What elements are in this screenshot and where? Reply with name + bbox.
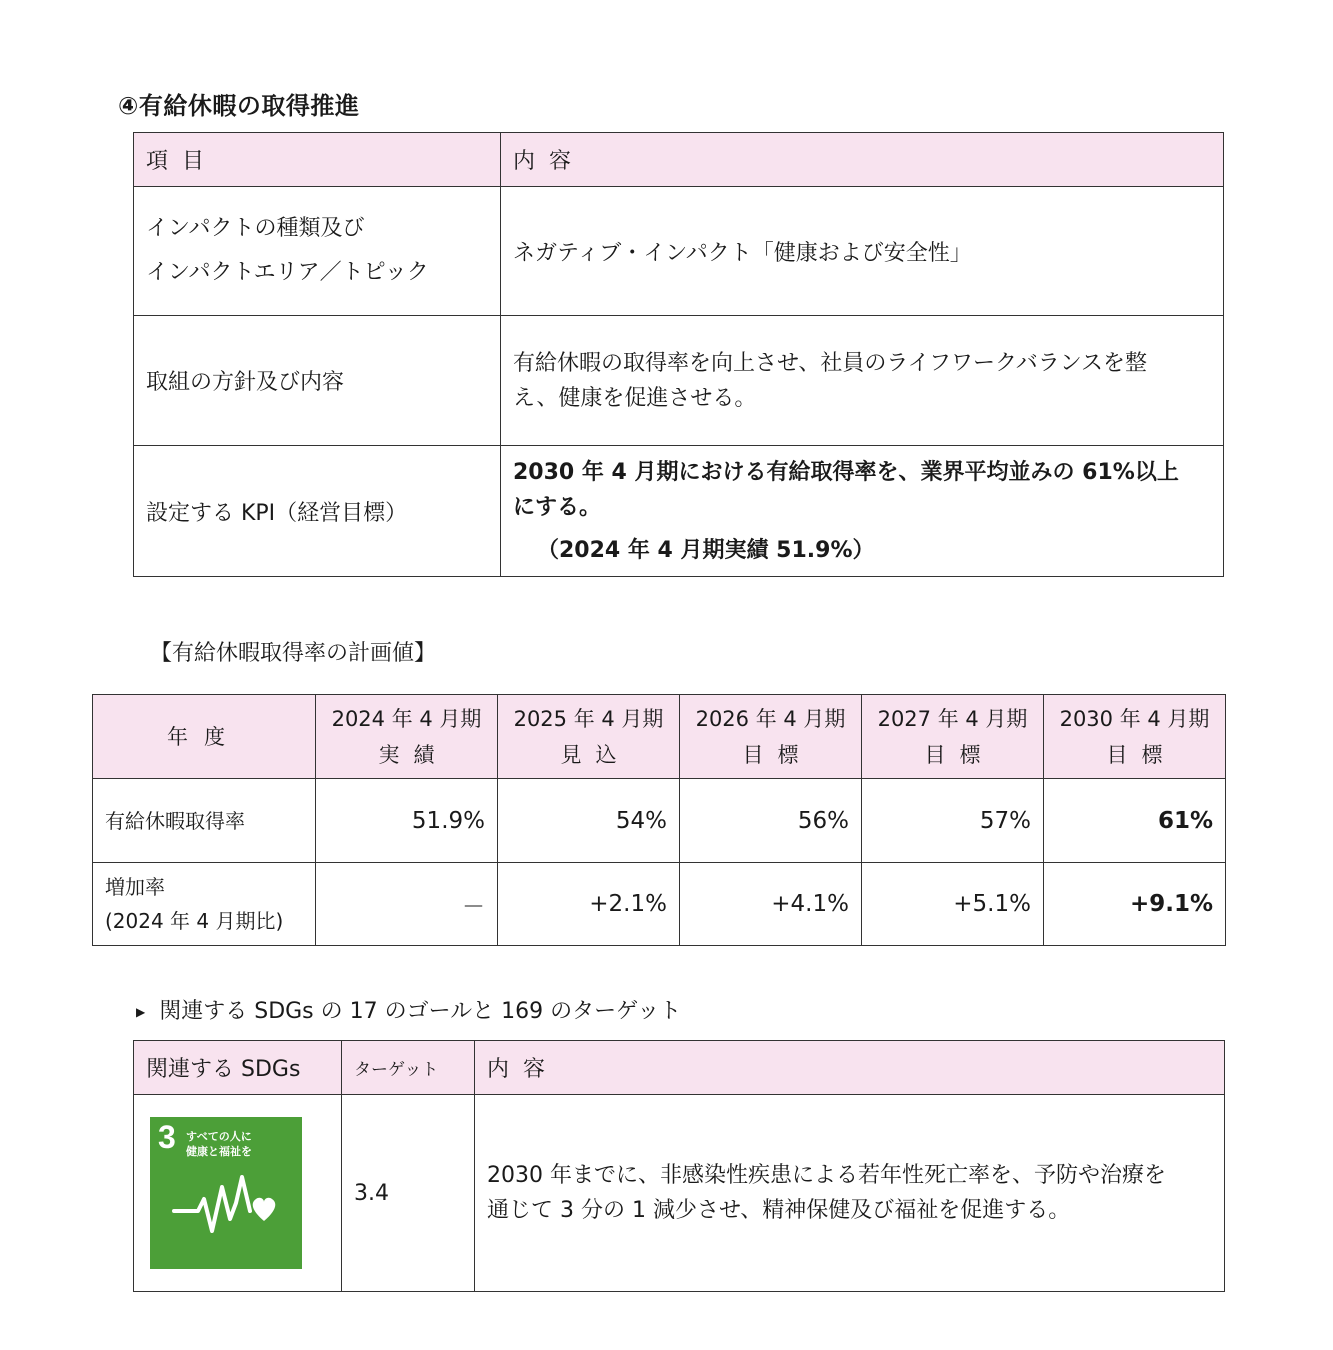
period-type: 目標: [924, 742, 995, 767]
header-fiscal-year: 年度: [93, 695, 316, 779]
cell-value-target: 61%: [1044, 779, 1226, 863]
period-label: 2030 年 4 月期: [1059, 706, 1210, 731]
header-period: [498, 695, 680, 779]
table-row: [93, 863, 1226, 946]
impact-table: [133, 132, 1224, 577]
sdgs-table: [133, 1040, 1225, 1292]
period-label: 2025 年 4 月期: [513, 706, 664, 731]
sdg-description: [475, 1095, 1225, 1292]
policy-value-line1: 有給休暇の取得率を向上させ、社員のライフワークバランスを整: [513, 350, 1148, 376]
section-title: ④有給休暇の取得推進: [118, 92, 360, 120]
kpi-label: 設定する KPI（経営目標）: [134, 446, 501, 577]
sdg-goal-text: [186, 1129, 296, 1159]
cell-value: 51.9%: [316, 779, 498, 863]
period-type: 目標: [742, 742, 813, 767]
sdg-logo-cell: [134, 1095, 342, 1292]
triangle-bullet-icon: ▶: [136, 1005, 146, 1019]
sdg-description-line2: 通じて 3 分の 1 減少させ、精神保健及び福祉を促進する。: [487, 1198, 1071, 1223]
cell-value: －: [316, 863, 498, 946]
cell-value: +2.1%: [498, 863, 680, 946]
sdg-goal-text-line2: 健康と福祉を: [186, 1145, 252, 1158]
period-label: 2027 年 4 月期: [877, 706, 1028, 731]
header-period: [1044, 695, 1226, 779]
sdgs-caption: [136, 994, 681, 1025]
row-label: 有給休暇取得率: [93, 779, 316, 863]
header-item: 項目: [134, 133, 501, 187]
sdgs-caption-text: 関連する SDGs の 17 のゴールと 169 のターゲット: [159, 999, 682, 1024]
kpi-value-line2: にする。: [513, 494, 602, 520]
policy-value-line2: え、健康を促進させる。: [513, 385, 757, 411]
header-related-sdgs: 関連する SDGs: [134, 1041, 342, 1095]
cell-value: 56%: [680, 779, 862, 863]
impact-label-line2: インパクトエリア／トピック: [146, 260, 429, 285]
period-type: 見込: [560, 742, 631, 767]
header-content: 内容: [501, 133, 1224, 187]
row-label-line1: 増加率: [105, 875, 165, 899]
kpi-value-line1: 2030 年 4 月期における有給取得率を、業界平均並みの 61%以上: [513, 459, 1179, 485]
impact-value: ネガティブ・インパクト「健康および安全性」: [501, 187, 1224, 316]
sdg-goal-3-logo: [150, 1117, 302, 1269]
plan-caption: 【有給休暇取得率の計画値】: [150, 641, 437, 666]
period-type: 目標: [1106, 742, 1177, 767]
impact-label-line1: インパクトの種類及び: [146, 216, 365, 241]
sdg-description-line1: 2030 年までに、非感染性疾患による若年性死亡率を、予防や治療を: [487, 1163, 1166, 1188]
row-label: [93, 863, 316, 946]
impact-label: [134, 187, 501, 316]
cell-value: +4.1%: [680, 863, 862, 946]
target-value: 3.4: [342, 1095, 475, 1292]
kpi-value: [501, 446, 1224, 577]
table-row: [134, 1095, 1225, 1292]
table-row: [134, 446, 1224, 577]
table-row: [134, 316, 1224, 446]
header-period: [680, 695, 862, 779]
policy-value: [501, 316, 1224, 446]
cell-value: 54%: [498, 779, 680, 863]
row-label-line2: (2024 年 4 月期比): [105, 909, 284, 933]
period-label: 2026 年 4 月期: [695, 706, 846, 731]
cell-value-target: +9.1%: [1044, 863, 1226, 946]
cell-value: 57%: [862, 779, 1044, 863]
period-type: 実績: [378, 742, 449, 767]
sdg-goal-text-line1: すべての人に: [186, 1130, 252, 1143]
table-row: [93, 779, 1226, 863]
kpi-actual: （2024 年 4 月期実績 51.9%）: [537, 537, 875, 563]
sdg-goal-number: 3: [158, 1119, 176, 1155]
cell-value: +5.1%: [862, 863, 1044, 946]
header-period: [862, 695, 1044, 779]
sdgs-table-header: [134, 1041, 1225, 1095]
heartbeat-heart-icon: [170, 1169, 282, 1239]
impact-table-header: [134, 133, 1224, 187]
header-content: 内容: [475, 1041, 1225, 1095]
header-target: ターゲット: [342, 1041, 475, 1095]
plan-table: [92, 694, 1226, 946]
header-period: [316, 695, 498, 779]
period-label: 2024 年 4 月期: [331, 706, 482, 731]
table-row: [134, 187, 1224, 316]
plan-table-header: [93, 695, 1226, 779]
policy-label: 取組の方針及び内容: [134, 316, 501, 446]
